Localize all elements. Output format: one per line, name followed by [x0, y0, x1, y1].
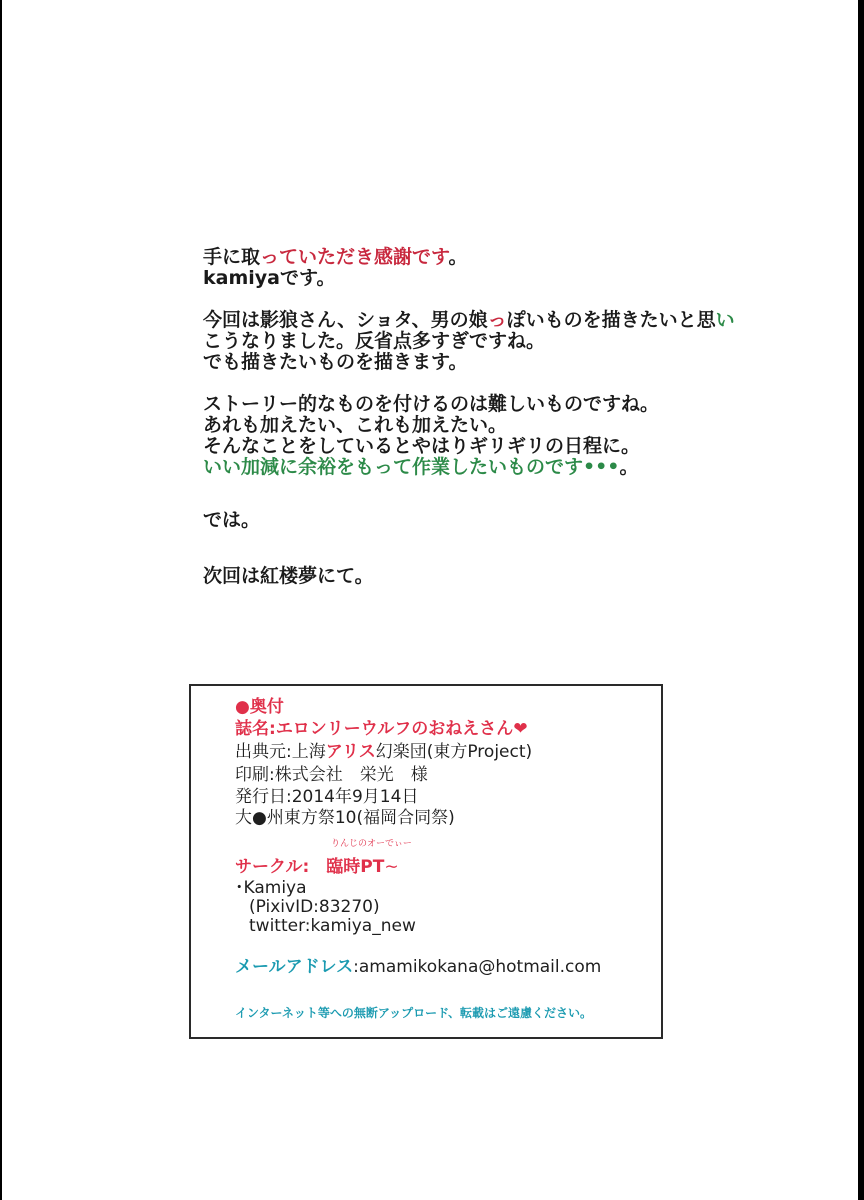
- colophon-heading: ●奥付: [235, 697, 284, 717]
- red-squiggle-icon: ∼: [384, 857, 399, 877]
- afterword-line: でも描きたいものを描きます。: [203, 351, 468, 373]
- afterword-line: こうなりました。反省点多すぎですね。: [203, 330, 546, 352]
- afterword-line: そんなことをしているとやはりギリギリの日程に。: [203, 435, 641, 457]
- afterword-paragraph-4: では。: [203, 509, 261, 531]
- heart-icon: ❤: [513, 719, 528, 739]
- afterword-paragraph-5: 次回は紅楼夢にて。: [203, 565, 374, 587]
- afterword-line: あれも加えたい、これも加えたい。: [203, 414, 508, 436]
- page-left-border: [0, 0, 2, 1200]
- colophon-notice: インターネット等への無断アップロード、転載はご遠慮ください。: [235, 1006, 593, 1020]
- afterword-line: 今回は影狼さん、ショタ、男の娘っぽいものを描きたいと思い: [203, 309, 735, 331]
- afterword-paragraph-1: [203, 247, 763, 289]
- afterword-line: 手に取っていただき感謝です。: [203, 246, 468, 268]
- colophon-source: 出典元:上海アリス幻楽団(東方Project): [235, 742, 533, 762]
- colophon-author: ･Kamiya: [235, 878, 307, 898]
- afterword-paragraph-2: [203, 310, 763, 373]
- afterword-line: kamiyaです。: [203, 267, 336, 289]
- colophon-email: メールアドレス:amamikokana@hotmail.com: [235, 957, 602, 977]
- colophon-circle: サークル: 臨時PT∼: [235, 857, 399, 877]
- circle-furigana: りんじのオーでぃー: [331, 839, 412, 849]
- sweat-drops-icon: •••: [583, 456, 620, 478]
- afterword-paragraph-3: [203, 394, 763, 478]
- page-right-border: [858, 0, 864, 1200]
- colophon-release-date: 発行日:2014年9月14日: [235, 787, 419, 807]
- colophon-pixiv: (PixivID:83270): [249, 897, 380, 917]
- colophon-title: 誌名:エロンリーウルフのおねえさん❤: [235, 719, 528, 739]
- afterword-line: いい加減に余裕をもって作業したいものです•••。: [203, 456, 639, 478]
- colophon-twitter: twitter:kamiya_new: [249, 916, 416, 936]
- colophon-event: 大●州東方祭10(福岡合同祭): [235, 808, 455, 828]
- colophon-printer: 印刷:株式会社 栄光 様: [235, 765, 428, 785]
- colophon-box: [189, 684, 663, 1039]
- afterword: [203, 247, 763, 608]
- afterword-line: ストーリー的なものを付けるのは難しいものですね。: [203, 393, 660, 415]
